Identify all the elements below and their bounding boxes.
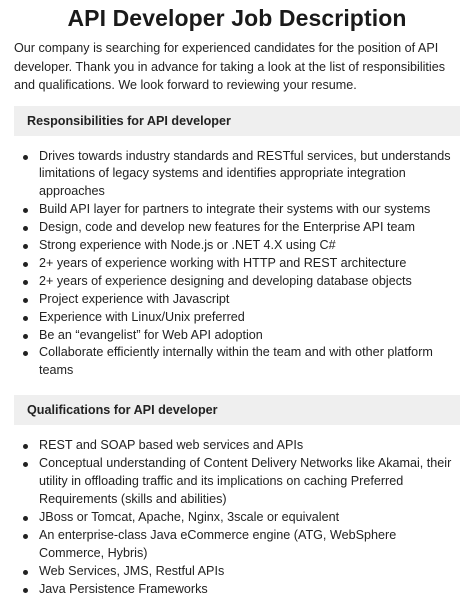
list-item xyxy=(22,344,460,380)
qualifications-heading: Qualifications for API developer xyxy=(14,395,460,425)
list-item xyxy=(22,327,460,345)
list-item xyxy=(22,509,460,527)
bullet-icon xyxy=(23,351,28,356)
list-item xyxy=(22,201,460,219)
list-item-text: Strong experience with Node.js or .NET 4.X using C# xyxy=(39,238,336,253)
bullet-icon xyxy=(23,226,28,231)
bullet-icon xyxy=(23,462,28,467)
qualifications-list xyxy=(14,437,460,598)
list-item-text: 2+ years of experience designing and developing database objects xyxy=(39,273,412,288)
page-title: API Developer Job Description xyxy=(67,5,407,31)
bullet-icon xyxy=(23,244,28,249)
list-item-text: Drives towards industry standards and RESTful services, but understands limitations of legacy systems and identifies appropriate integration approaches xyxy=(39,148,451,199)
list-item-text: Be an “evangelist” for Web API adoption xyxy=(39,327,263,342)
list-item xyxy=(22,237,460,255)
list-item xyxy=(22,455,460,509)
list-item xyxy=(22,291,460,309)
list-item xyxy=(22,273,460,291)
bullet-icon xyxy=(23,534,28,539)
bullet-icon xyxy=(23,155,28,160)
list-item xyxy=(22,437,460,455)
list-item-text: 2+ years of experience working with HTTP and REST architecture xyxy=(39,255,407,270)
list-item-text: Collaborate efficiently internally within the team and with other platform teams xyxy=(39,345,433,378)
bullet-icon xyxy=(23,588,28,593)
list-item xyxy=(22,219,460,237)
list-item xyxy=(22,309,460,327)
bullet-icon xyxy=(23,570,28,575)
bullet-icon xyxy=(23,298,28,303)
bullet-icon xyxy=(23,444,28,449)
list-item xyxy=(22,148,460,202)
list-item xyxy=(22,563,460,581)
list-item-text: Build API layer for partners to integrate their systems with our systems xyxy=(39,202,431,217)
list-item xyxy=(22,527,460,563)
list-item xyxy=(22,581,460,599)
bullet-icon xyxy=(23,208,28,213)
list-item-text: Project experience with Javascript xyxy=(39,291,230,306)
list-item xyxy=(22,255,460,273)
list-item-text: Conceptual understanding of Content Delivery Networks like Akamai, their utility in offloading traffic and its implications on caching Preferred Requirements (skills and abilities) xyxy=(39,456,452,506)
list-item-text: Design, code and develop new features for the Enterprise API team xyxy=(39,220,415,235)
list-item-text: JBoss or Tomcat, Apache, Nginx, 3scale or equivalent xyxy=(39,509,340,524)
list-item-text: An enterprise-class Java eCommerce engine (ATG, WebSphere Commerce, Hybris) xyxy=(39,527,397,560)
bullet-icon xyxy=(23,316,28,321)
bullet-icon xyxy=(23,280,28,285)
bullet-icon xyxy=(23,516,28,521)
list-item-text: Java Persistence Frameworks xyxy=(39,581,208,596)
intro-paragraph: Our company is searching for experienced candidates for the position of API developer. Thank you in advance for taking a look at the list of responsibilities and qualifications. We look forward to reviewing your resume. xyxy=(14,41,446,92)
bullet-icon xyxy=(23,262,28,267)
list-item-text: Experience with Linux/Unix preferred xyxy=(39,309,245,324)
bullet-icon xyxy=(23,334,28,339)
responsibilities-list xyxy=(14,148,460,381)
list-item-text: REST and SOAP based web services and APIs xyxy=(39,438,304,453)
list-item-text: Web Services, JMS, Restful APIs xyxy=(39,563,225,578)
responsibilities-heading: Responsibilities for API developer xyxy=(14,106,460,136)
